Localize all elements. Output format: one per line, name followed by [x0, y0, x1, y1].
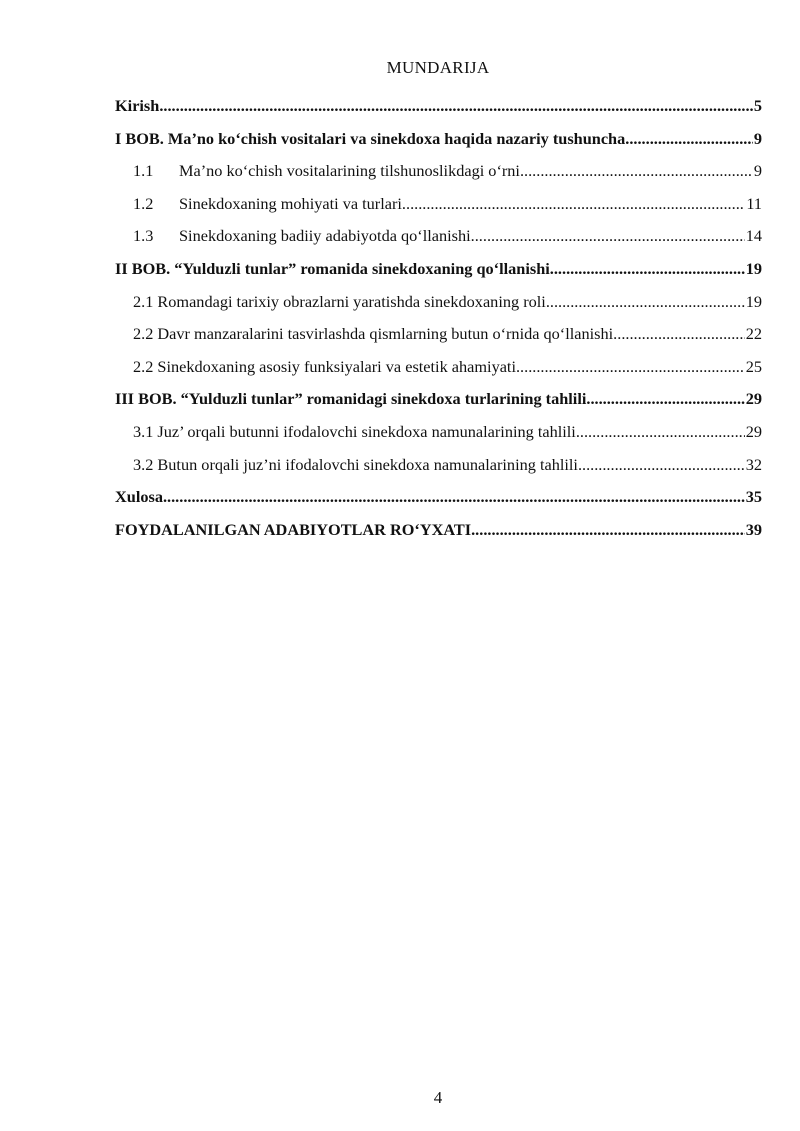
toc-entry-page: 19	[745, 291, 762, 311]
toc-entry-page: 9	[753, 161, 762, 181]
dot-leader	[546, 286, 745, 319]
toc-entry-text: 2.2 Sinekdoxaning asosiy funksiyalari va estetik ahamiyati	[133, 356, 516, 376]
dot-leader	[402, 188, 745, 221]
toc-title: MUNDARIJA	[386, 58, 490, 77]
toc-entry-3-1	[115, 416, 762, 449]
toc-entry-2-1	[115, 286, 762, 319]
dot-leader	[163, 481, 745, 514]
toc-entry-text: III BOB. “Yulduzli tunlar” romanidagi sinekdoxa turlarining tahlili	[115, 389, 587, 409]
toc-entry-chapter-3	[115, 383, 762, 416]
toc-entry-1-1	[115, 155, 762, 188]
page-number: 4	[433, 1088, 443, 1107]
toc-entry-1-3	[115, 220, 762, 253]
toc-entry-2-3	[115, 351, 762, 384]
toc-entry-text: Sinekdoxaning mohiyati va turlari	[179, 193, 402, 213]
toc-entry-bibliography	[115, 514, 762, 547]
table-of-contents	[115, 90, 762, 546]
toc-entry-text: 2.1 Romandagi tarixiy obrazlarni yaratishda sinekdoxaning roli	[133, 291, 546, 311]
toc-entry-text: II BOB. “Yulduzli tunlar” romanida sinekdoxaning qo‘llanishi	[115, 258, 550, 278]
toc-entry-page: 5	[753, 96, 762, 115]
toc-entry-page: 19	[745, 258, 762, 278]
dot-leader	[520, 155, 753, 188]
toc-entry-1-2	[115, 188, 762, 221]
toc-entry-xulosa	[115, 481, 762, 514]
dot-leader	[550, 253, 745, 286]
toc-entry-page: 29	[745, 421, 762, 441]
toc-entry-number: 1.1	[133, 161, 154, 181]
toc-entry-text: FOYDALANILGAN ADABIYOTLAR RO‘YXATI	[115, 519, 472, 539]
dot-leader	[576, 416, 745, 449]
toc-entry-chapter-1	[115, 123, 762, 156]
toc-entry-text: 2.2 Davr manzaralarini tasvirlashda qismlarning butun o‘rnida qo‘llanishi	[133, 324, 614, 344]
dot-leader	[471, 514, 745, 547]
toc-entry-page: 9	[753, 128, 762, 148]
toc-entry-text: Sinekdoxaning badiiy adabiyotda qo‘llanishi	[179, 226, 471, 246]
toc-entry-text: I BOB. Ma’no ko‘chish vositalari va sinekdoxa haqida nazariy tushuncha	[115, 128, 626, 148]
toc-entry-kirish	[115, 90, 762, 123]
toc-entry-text: 3.2 Butun orqali juz’ni ifodalovchi sinekdoxa namunalarining tahlili	[133, 454, 578, 474]
dot-leader	[159, 90, 753, 123]
toc-entry-page: 11	[746, 193, 762, 213]
toc-entry-text: Xulosa	[115, 487, 163, 507]
toc-entry-page: 29	[745, 389, 762, 409]
toc-entry-text: Kirish	[115, 96, 160, 115]
dot-leader	[613, 318, 745, 351]
toc-entry-page: 35	[745, 487, 762, 507]
toc-entry-chapter-2	[115, 253, 762, 286]
toc-entry-text: Ma’no ko‘chish vositalarining tilshunoslikdagi o‘rni	[179, 161, 520, 181]
toc-entry-2-2	[115, 318, 762, 351]
dot-leader	[578, 449, 745, 482]
toc-entry-page: 22	[745, 324, 762, 344]
toc-entry-3-2	[115, 449, 762, 482]
toc-entry-text: 3.1 Juz’ orqali butunni ifodalovchi sinekdoxa namunalarining tahlili	[133, 421, 576, 441]
toc-entry-page: 14	[745, 226, 762, 246]
toc-entry-page: 39	[745, 519, 762, 539]
toc-entry-page: 25	[745, 356, 762, 376]
toc-entry-number: 1.3	[133, 226, 154, 246]
dot-leader	[625, 123, 753, 156]
dot-leader	[516, 351, 745, 384]
toc-entry-number: 1.2	[133, 193, 154, 213]
toc-entry-page: 32	[745, 454, 762, 474]
dot-leader	[471, 220, 745, 253]
dot-leader	[586, 383, 744, 416]
